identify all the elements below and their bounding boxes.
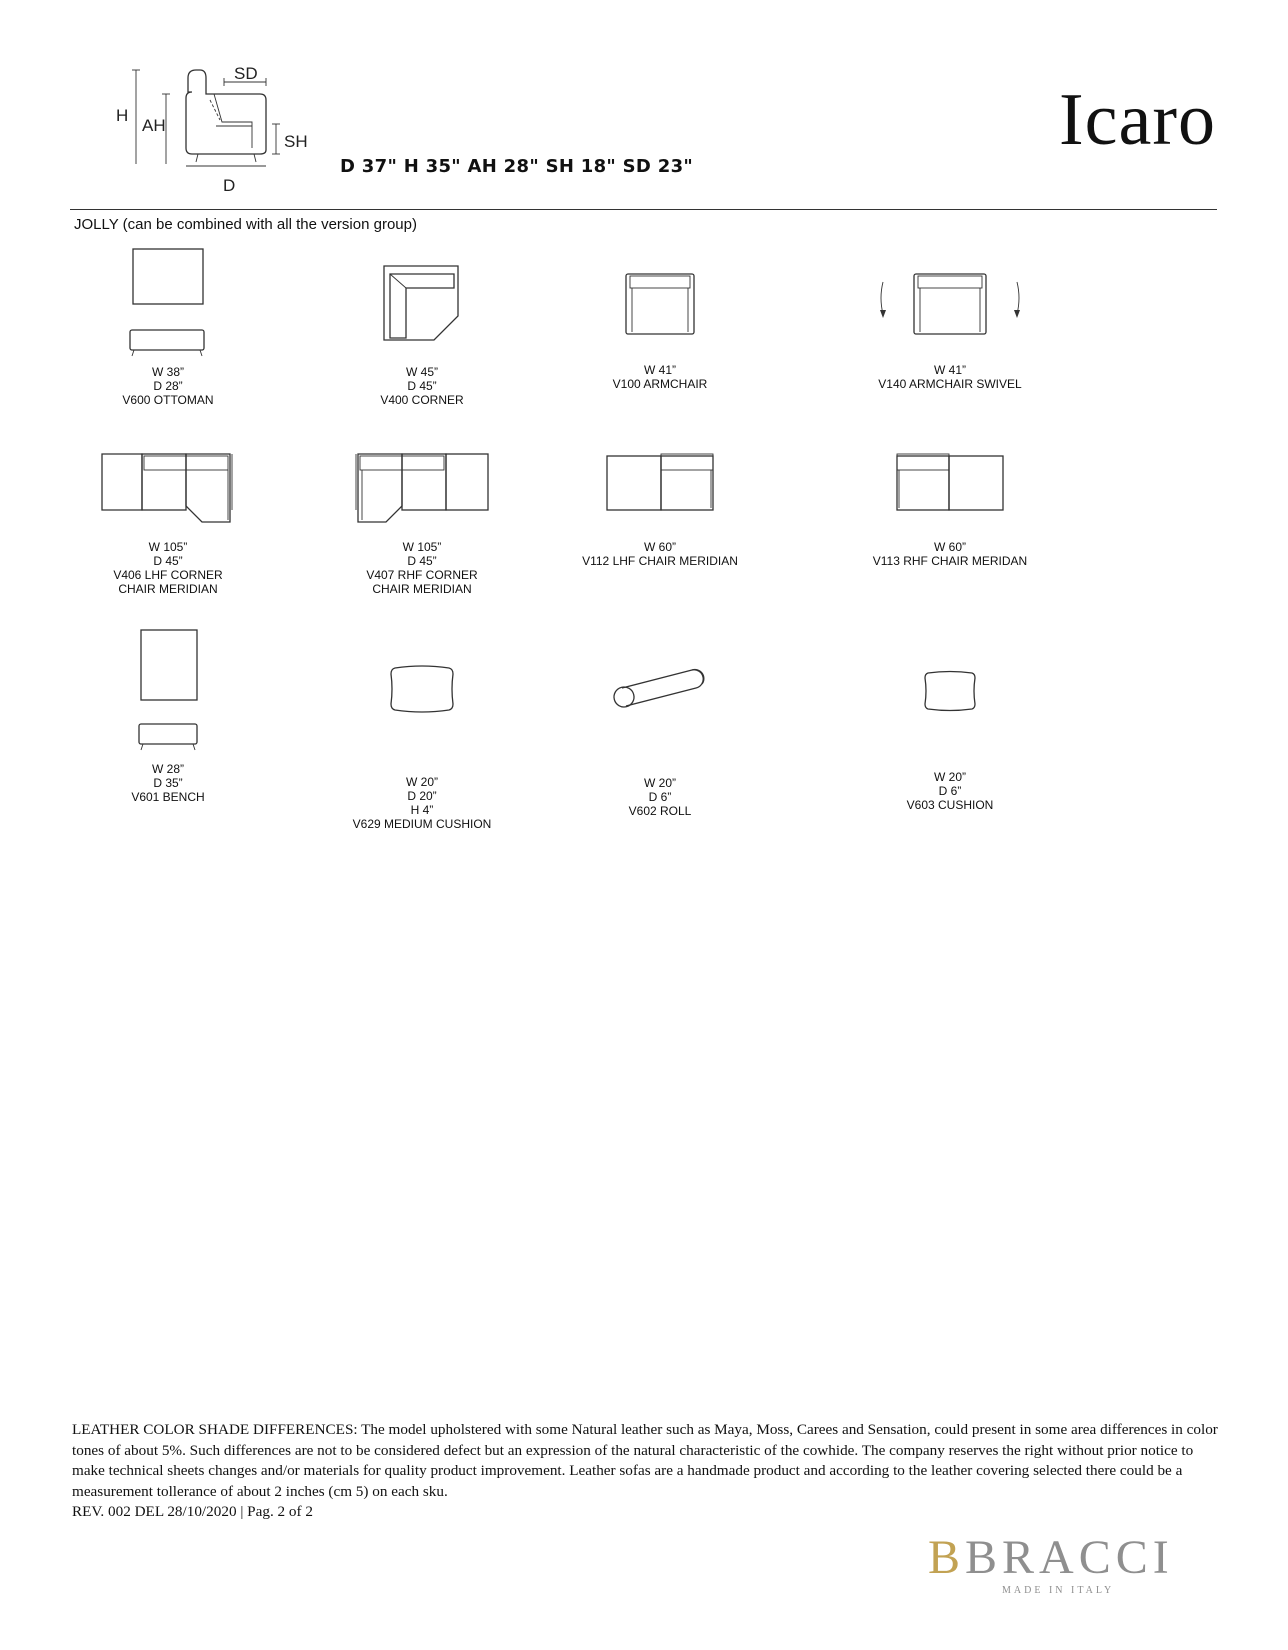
item-lhf-corner-chair-meridian: [48, 452, 288, 596]
bench-icon: [133, 628, 203, 752]
item-rhf-corner-chair-meridian: [302, 452, 542, 596]
caption-line: W 105”: [148, 540, 188, 554]
item-ottoman: [48, 248, 288, 407]
item-lhf-chair-meridian: [540, 452, 780, 568]
caption-line: V100 ARMCHAIR: [612, 377, 708, 391]
caption-line: W 60”: [933, 540, 966, 554]
ah-label: AH: [142, 116, 166, 135]
caption-line: D 6”: [938, 784, 962, 798]
caption-line: V407 RHF CORNER: [366, 568, 478, 582]
item-caption: [302, 365, 542, 407]
item-armchair: [540, 272, 780, 391]
caption-line: W 20”: [643, 776, 676, 790]
caption-line: V140 ARMCHAIR SWIVEL: [878, 377, 1022, 391]
caption-line: D 35”: [153, 776, 183, 790]
roll-icon: [608, 672, 712, 712]
leather-disclaimer-text: LEATHER COLOR SHADE DIFFERENCES: The model upholstered with some Natural leather such as Maya, Moss, Carees and Sensation, could present in some area differences in color tones of about 5%. Such differences are not to be considered defect but an expression of the natural characteristic of the cowhide. The company reserves the right without prior notice to make technical sheets changes and/or materials for quality product improvement. Leather sofas are a handmade product and according to the leather covering selected there could be a measurement tollerance of about 2 inches (cm 5) on each sku.: [72, 1421, 1218, 1500]
rhf-corner-chair-meridian-icon: [354, 452, 490, 522]
caption-line: D 6”: [648, 790, 672, 804]
caption-line: D 20”: [407, 789, 437, 803]
item-caption: [48, 365, 288, 407]
lhf-corner-chair-meridian-icon: [100, 452, 236, 522]
item-caption: [48, 762, 288, 804]
caption-line: W 105”: [402, 540, 442, 554]
caption-line: W 20”: [405, 775, 438, 789]
caption-line: V603 CUSHION: [906, 798, 994, 812]
caption-line: CHAIR MERIDIAN: [372, 582, 472, 596]
caption-line: W 45”: [405, 365, 438, 379]
armchair-swivel-icon: [875, 272, 1025, 336]
caption-line: W 28”: [151, 762, 184, 776]
sd-label: SD: [234, 64, 258, 83]
revision-text: REV. 002 DEL 28/10/2020 | Pag. 2 of 2: [72, 1503, 313, 1520]
item-medium-cushion: [302, 664, 542, 831]
ottoman-icon: [128, 248, 208, 360]
item-caption: [830, 770, 1070, 812]
caption-line: D 45”: [153, 554, 183, 568]
dimensions-summary: D 37" H 35" AH 28" SH 18" SD 23": [340, 156, 694, 177]
armchair-icon: [624, 272, 696, 336]
caption-line: CHAIR MERIDIAN: [118, 582, 218, 596]
item-bench: [48, 628, 288, 804]
caption-line: W 41”: [933, 363, 966, 377]
medium-cushion-icon: [389, 664, 455, 714]
logo-word: BRACCI: [965, 1531, 1174, 1584]
d-label: D: [223, 176, 236, 195]
item-caption: [540, 363, 780, 391]
sofa-side-profile-icon: [110, 58, 310, 198]
item-rhf-chair-meridian: [830, 452, 1070, 568]
caption-line: V601 BENCH: [131, 790, 205, 804]
item-caption: [830, 540, 1070, 568]
caption-line: W 41”: [643, 363, 676, 377]
caption-line: V600 OTTOMAN: [122, 393, 214, 407]
rhf-chair-meridian-icon: [895, 452, 1005, 512]
caption-line: V406 LHF CORNER: [113, 568, 223, 582]
h-label: H: [116, 106, 129, 125]
item-corner: [302, 264, 542, 407]
item-caption: [48, 540, 288, 596]
page-title: Icaro: [1059, 79, 1216, 161]
caption-line: W 38”: [151, 365, 184, 379]
caption-line: V112 LHF CHAIR MERIDIAN: [582, 554, 738, 568]
item-caption: [302, 775, 542, 831]
lhf-chair-meridian-icon: [605, 452, 715, 512]
caption-line: V602 ROLL: [628, 804, 692, 818]
item-armchair-swivel: [830, 272, 1070, 391]
caption-line: D 28”: [153, 379, 183, 393]
caption-line: D 45”: [407, 554, 437, 568]
caption-line: D 45”: [407, 379, 437, 393]
item-caption: [540, 540, 780, 568]
disclaimer-block: [72, 1420, 1222, 1523]
caption-line: V113 RHF CHAIR MERIDAN: [872, 554, 1028, 568]
caption-line: V400 CORNER: [380, 393, 464, 407]
logo-mark: B: [928, 1531, 966, 1584]
cushion-icon: [923, 670, 977, 712]
caption-line: V629 MEDIUM CUSHION: [352, 817, 492, 831]
item-caption: [302, 540, 542, 596]
section-title: JOLLY (can be combined with all the version group): [74, 216, 417, 233]
logo-tagline: MADE IN ITALY: [1002, 1585, 1115, 1596]
caption-line: W 60”: [643, 540, 676, 554]
logo-wordmark: [928, 1530, 1174, 1585]
item-cushion: [830, 670, 1070, 812]
sh-label: SH: [284, 132, 308, 151]
corner-icon: [382, 264, 462, 344]
item-caption: [540, 776, 780, 818]
bracci-logo: [928, 1530, 1198, 1605]
header-divider: [70, 209, 1217, 210]
caption-line: W 20”: [933, 770, 966, 784]
item-roll: [540, 672, 780, 818]
dimension-diagram: [110, 58, 310, 198]
caption-line: H 4”: [410, 803, 434, 817]
item-caption: [830, 363, 1070, 391]
